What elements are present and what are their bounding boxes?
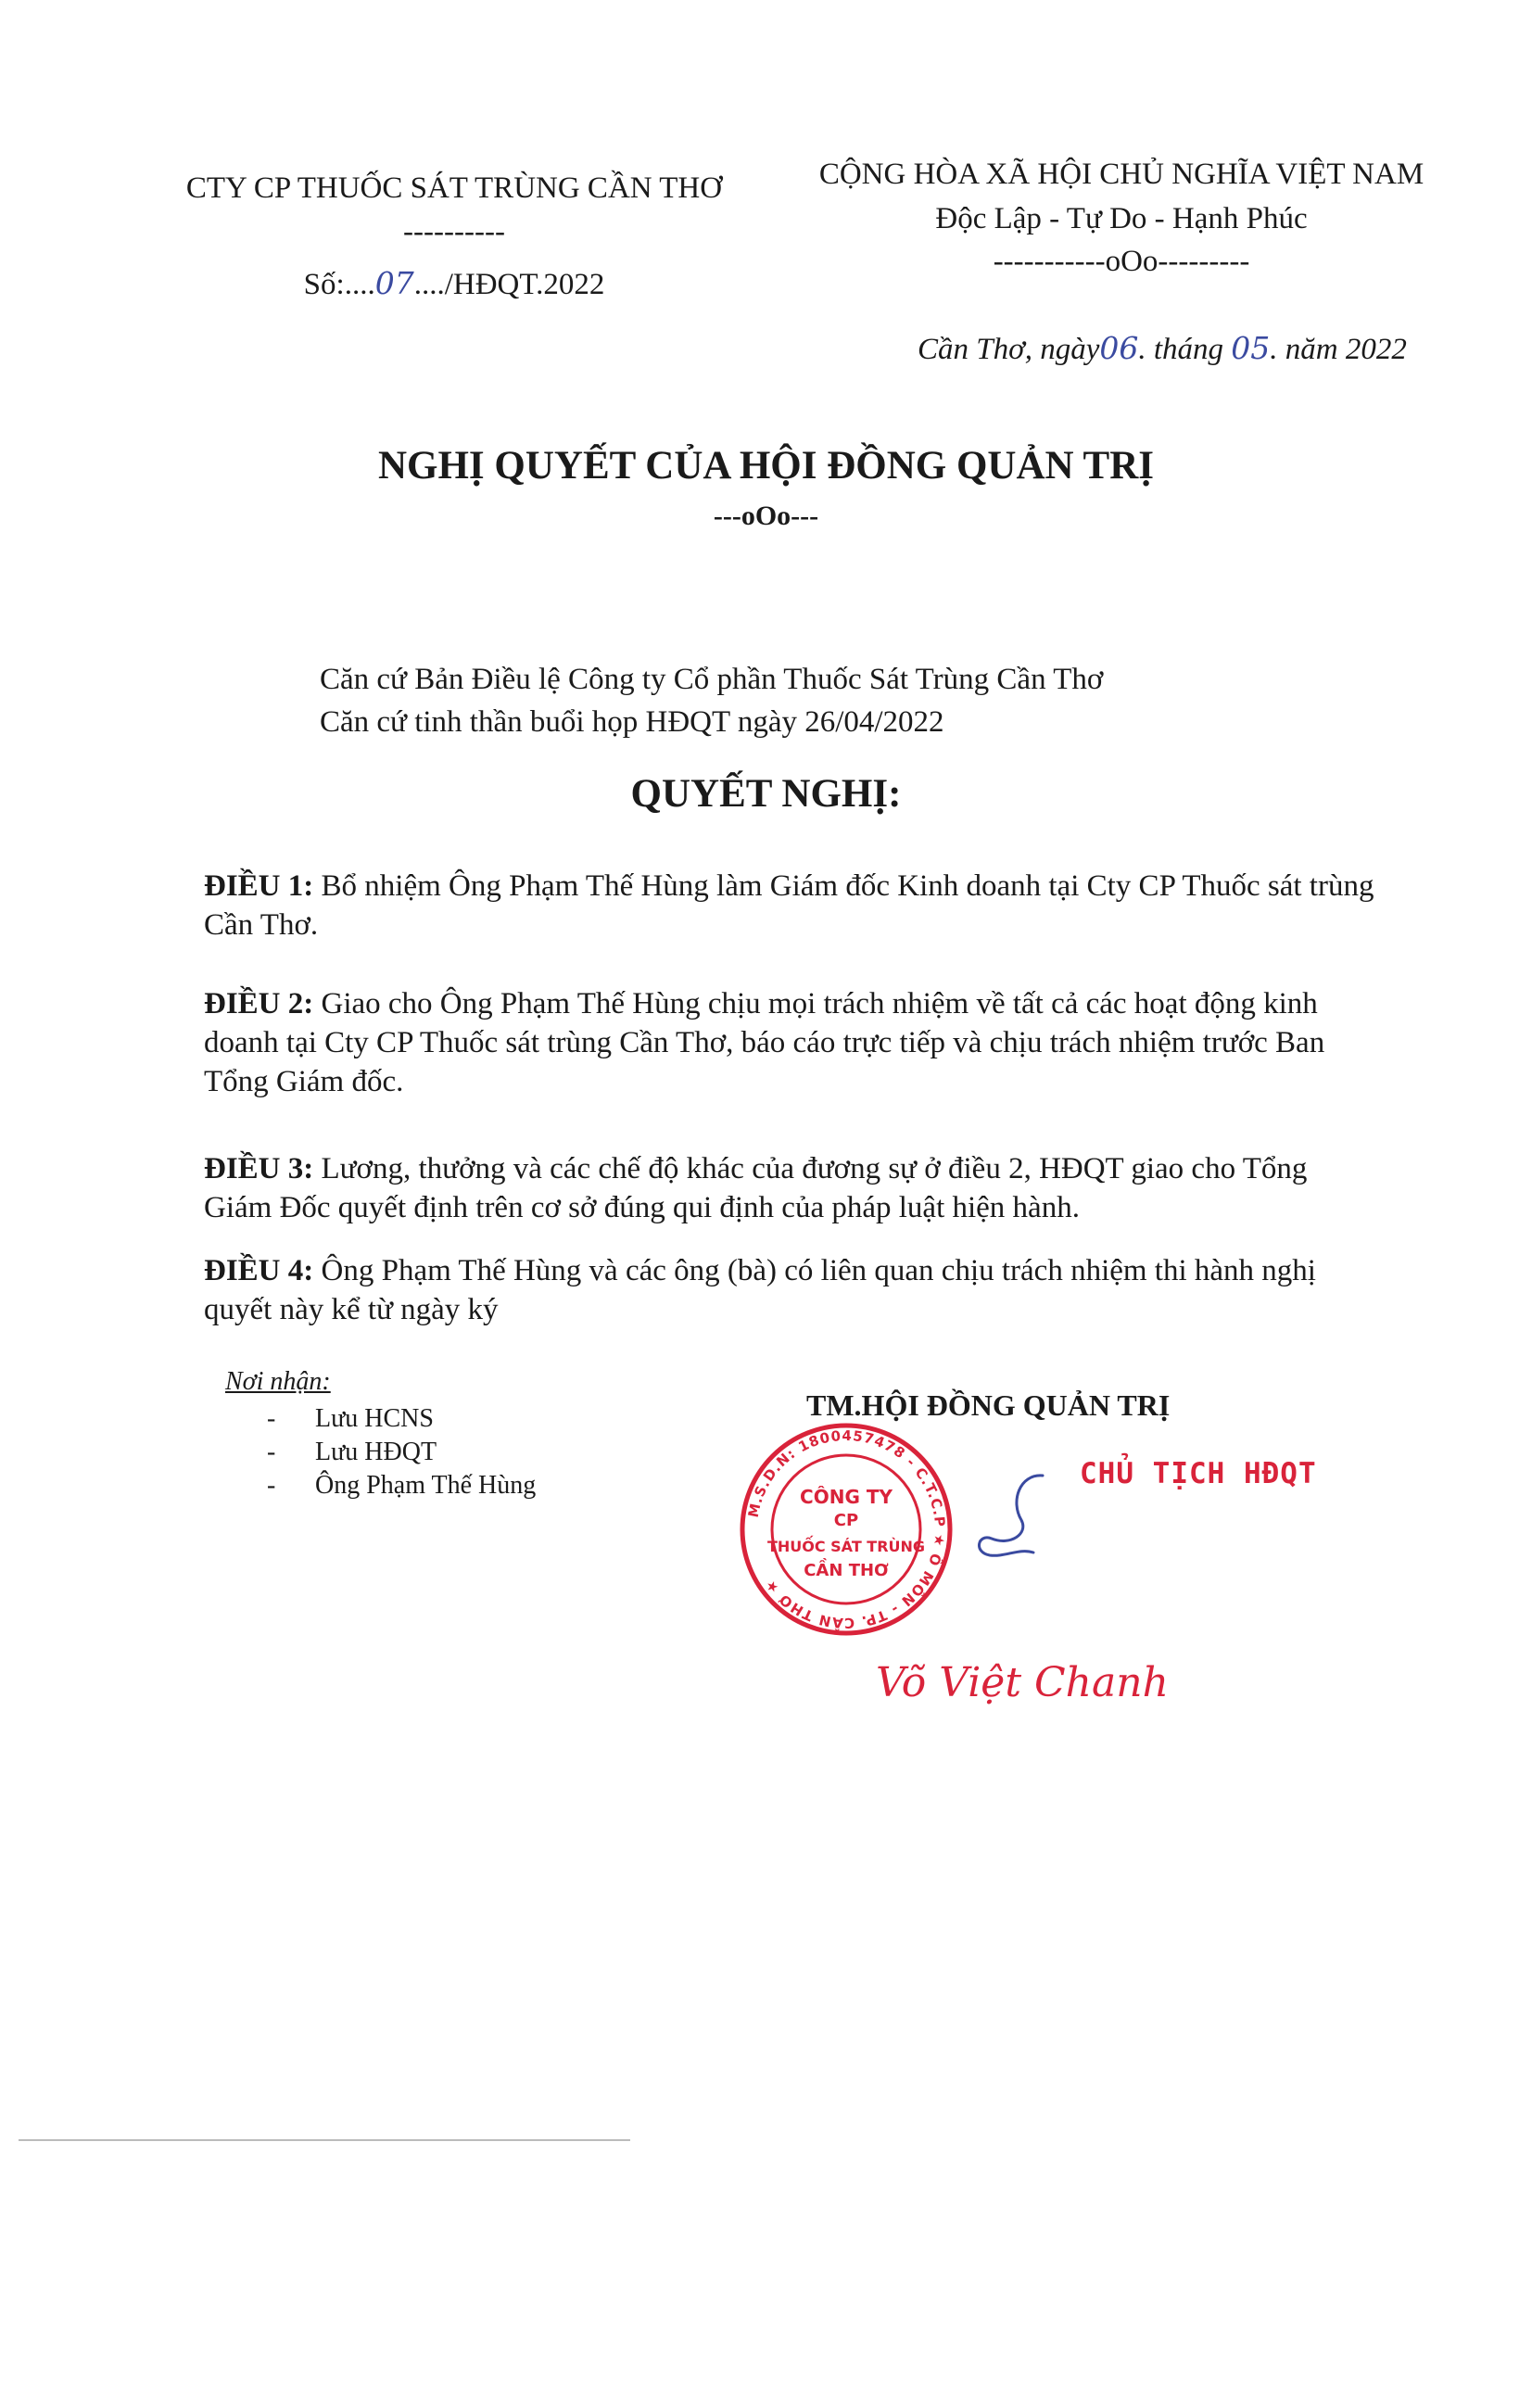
national-motto: Độc Lập - Tự Do - Hạnh Phúc (935, 202, 1308, 235)
recipient-item: - Lưu HCNS (267, 1404, 434, 1433)
seal-line: THUỐC SÁT TRÙNG (766, 1538, 926, 1555)
document-number: Số:....07..../HĐQT.2022 (303, 265, 605, 301)
company-name: CTY CP THUỐC SÁT TRÙNG CẦN THƠ (185, 171, 723, 205)
date-place: Cần Thơ, ngày (918, 333, 1100, 366)
legal-bases (320, 658, 1103, 743)
article-label: ĐIỀU 4: (204, 1254, 314, 1287)
article-text: Giao cho Ông Phạm Thế Hùng chịu mọi trách nhiệm về tất cả các hoạt động kinh doanh tại Cty CP Thuốc sát trùng Cần Thơ, báo cáo trực tiếp và chịu trách nhiệm trước Ban Tổng Giám đốc. (204, 987, 1325, 1098)
seal-line: CÔNG TY (800, 1486, 893, 1508)
article-1 (204, 867, 1381, 944)
basis-line: Căn cứ Bản Điều lệ Công ty Cổ phần Thuốc Sát Trùng Cần Thơ (320, 663, 1104, 696)
article-text: Lương, thưởng và các chế độ khác của đương sự ở điều 2, HĐQT giao cho Tổng Giám Đốc quyết định trên cơ sở đúng qui định của pháp luật hiện hành. (204, 1152, 1308, 1224)
svg-text:M.S.D.N: 1800457478 - C.T.C.P: M.S.D.N: 1800457478 - C.T.C.P ★ Ô MÔN - TP. CẦN THƠ ★ (744, 1426, 949, 1632)
signature-scribble-icon (955, 1464, 1066, 1576)
company-rule: ---------- (403, 215, 505, 248)
date-month: 05 (1231, 330, 1271, 366)
date-month-label: tháng (1153, 333, 1224, 366)
motto-rule: -----------oOo--------- (993, 245, 1250, 278)
article-label: ĐIỀU 2: (204, 987, 314, 1020)
article-4 (204, 1251, 1381, 1329)
article-text: Bổ nhiệm Ông Phạm Thế Hùng làm Giám đốc Kinh doanh tại Cty CP Thuốc sát trùng Cần Thơ. (204, 869, 1374, 942)
article-label: ĐIỀU 1: (204, 869, 314, 903)
signatory-name: Võ Việt Chanh (876, 1659, 1169, 1706)
number-suffix: /HĐQT.2022 (444, 268, 605, 301)
number-prefix: Số: (303, 268, 345, 301)
seal-line: CẦN THƠ (804, 1561, 889, 1580)
company-seal-icon (735, 1418, 957, 1641)
date-day: 06 (1099, 330, 1139, 366)
date-line: Cần Thơ, ngày06. tháng 05. năm 2022 (918, 330, 1407, 366)
date-year: năm 2022 (1285, 333, 1407, 366)
article-text: Ông Phạm Thế Hùng và các ông (bà) có liên quan chịu trách nhiệm thi hành nghị quyết này kể từ ngày ký (204, 1254, 1316, 1326)
article-label: ĐIỀU 3: (204, 1152, 314, 1185)
recipients-heading: Nơi nhận: (225, 1367, 331, 1396)
resolution-heading: QUYẾT NGHỊ: (630, 772, 902, 816)
number-handwritten: 07 (374, 265, 414, 301)
footer-rule (19, 2139, 630, 2141)
basis-line: Căn cứ tinh thần buổi họp HĐQT ngày 26/04/2022 (320, 705, 944, 739)
title-rule: ---oOo--- (713, 501, 819, 531)
country-name: CỘNG HÒA XÃ HỘI CHỦ NGHĨA VIỆT NAM (818, 158, 1424, 191)
article-3 (204, 1149, 1381, 1227)
document-title: NGHỊ QUYẾT CỦA HỘI ĐỒNG QUẢN TRỊ (377, 444, 1155, 488)
recipient-item: - Ông Phạm Thế Hùng (267, 1471, 537, 1500)
seal-line: CP (833, 1511, 859, 1530)
position-label: CHỦ TỊCH HĐQT (1080, 1457, 1317, 1490)
recipients (225, 1367, 536, 1502)
on-behalf-label: TM.HỘI ĐỒNG QUẢN TRỊ (806, 1388, 1171, 1422)
recipient-item: - Lưu HĐQT (267, 1438, 437, 1466)
article-2 (204, 984, 1381, 1101)
